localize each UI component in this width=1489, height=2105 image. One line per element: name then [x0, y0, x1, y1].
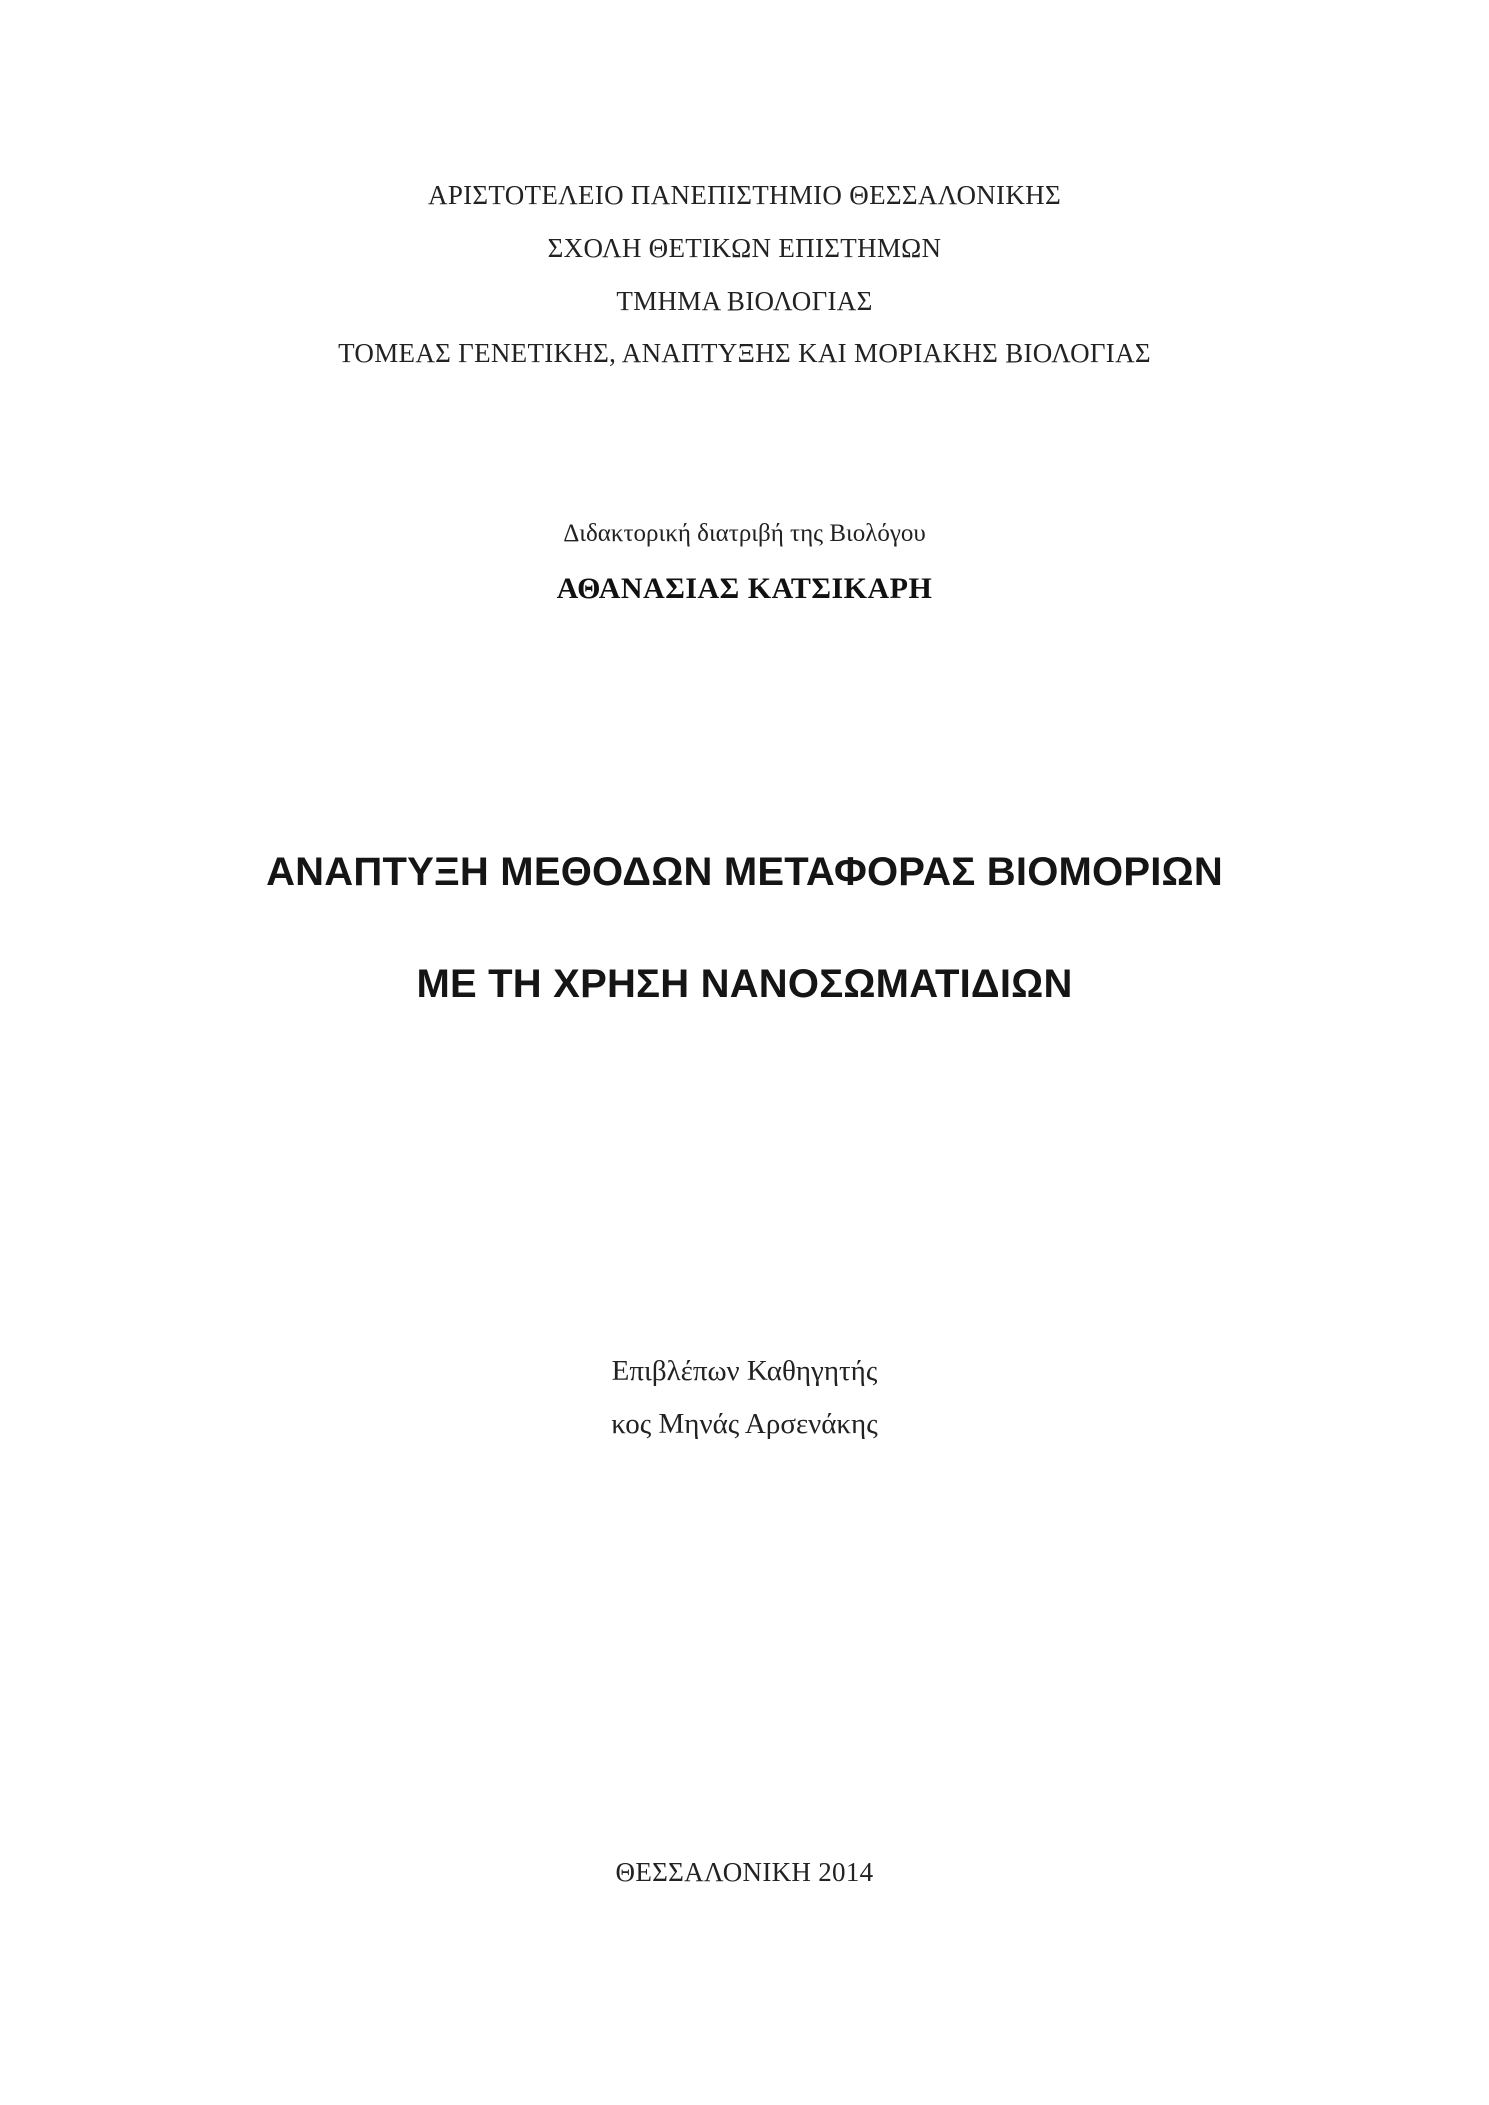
supervisor-name: κος Μηνάς Αρσενάκης	[611, 1408, 878, 1440]
thesis-title-line-2: ΜΕ ΤΗ ΧΡΗΣΗ ΝΑΝΟΣΩΜΑΤΙΔΙΩΝ	[416, 962, 1073, 1006]
place-and-year: ΘΕΣΣΑΛΟΝΙΚΗ 2014	[615, 1857, 874, 1887]
university-name: ΑΡΙΣΤΟΤΕΛΕΙΟ ΠΑΝΕΠΙΣΤΗΜΙΟ ΘΕΣΣΑΛΟΝΙΚΗΣ	[428, 180, 1061, 210]
school-name: ΣΧΟΛΗ ΘΕΤΙΚΩΝ ΕΠΙΣΤΗΜΩΝ	[547, 233, 942, 263]
supervisor-label: Επιβλέπων Καθηγητής	[611, 1355, 878, 1387]
division-name: ΤΟΜΕΑΣ ΓΕΝΕΤΙΚΗΣ, ΑΝΑΠΤΥΞΗΣ ΚΑΙ ΜΟΡΙΑΚΗΣ ΒΙΟΛΟΓΙΑΣ	[338, 338, 1151, 368]
author-name: ΑΘΑΝΑΣΙΑΣ ΚΑΤΣΙΚΑΡΗ	[556, 572, 933, 605]
thesis-type-label: Διδακτορική διατριβή της Βιολόγου	[563, 520, 926, 547]
thesis-title-line-1: ΑΝΑΠΤΥΞΗ ΜΕΘΟΔΩΝ ΜΕΤΑΦΟΡΑΣ ΒΙΟΜΟΡΙΩΝ	[266, 850, 1223, 894]
department-name: ΤΜΗΜΑ ΒΙΟΛΟΓΙΑΣ	[616, 286, 873, 316]
